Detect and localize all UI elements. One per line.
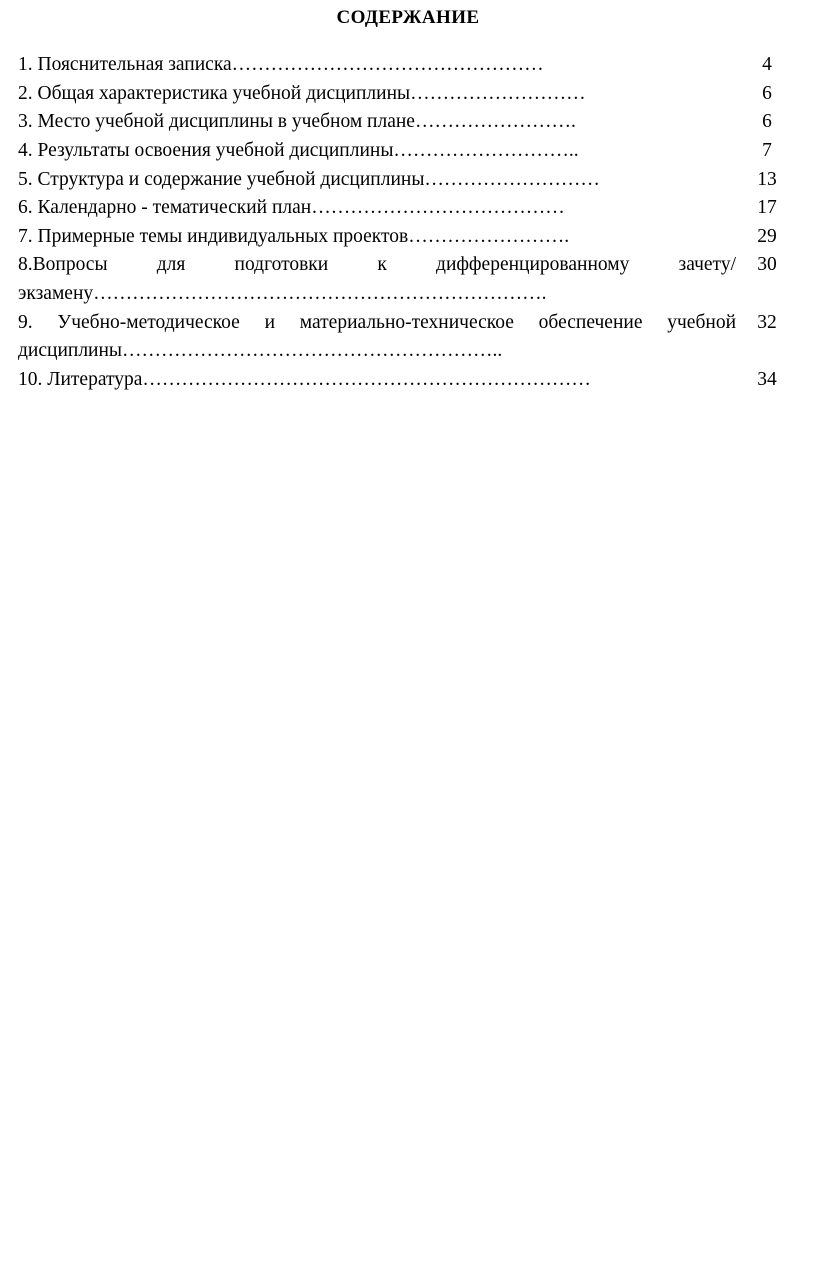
toc-entry-page: 7: [762, 139, 772, 161]
table-of-contents: [18, 51, 798, 395]
toc-entry-page: 32: [757, 311, 777, 333]
toc-entry-page: 6: [762, 82, 772, 104]
toc-entry-page: 6: [762, 111, 772, 133]
toc-entry-page: 4: [762, 53, 772, 75]
toc-entry-text[interactable]: 3. Место учебной дисциплины в учебном плане…………………….: [18, 111, 576, 133]
toc-entry-text[interactable]: 8.Вопросы для подготовки к дифференцированному зачету/экзамену…………………………………………………………….: [18, 254, 736, 305]
toc-row: [18, 137, 798, 166]
toc-row: [18, 366, 798, 395]
toc-entry-page: 29: [757, 225, 777, 247]
toc-entry-text[interactable]: 6. Календарно - тематический план…………………………………: [18, 197, 565, 219]
toc-row: [18, 194, 798, 223]
toc-entry-text[interactable]: 1. Пояснительная записка…………………………………………: [18, 53, 544, 75]
toc-entry-text[interactable]: 2. Общая характеристика учебной дисциплины………………………: [18, 82, 586, 104]
toc-entry-text[interactable]: 5. Структура и содержание учебной дисциплины………………………: [18, 168, 600, 190]
toc-entry-text[interactable]: 4. Результаты освоения учебной дисциплины………………………..: [18, 139, 579, 161]
toc-row: [18, 166, 798, 195]
toc-row: [18, 309, 798, 366]
toc-entry-page: 30: [757, 254, 777, 276]
toc-entry-page: 34: [757, 369, 777, 391]
toc-entry-text[interactable]: 10. Литература……………………………………………………………: [18, 369, 591, 391]
toc-row: [18, 223, 798, 252]
toc-entry-text[interactable]: 7. Примерные темы индивидуальных проектов…………………….: [18, 225, 570, 247]
toc-row: [18, 251, 798, 308]
toc-row: [18, 51, 798, 80]
toc-entry-page: 13: [757, 168, 777, 190]
toc-entry-page: 17: [757, 197, 777, 219]
toc-row: [18, 80, 798, 109]
toc-row: [18, 108, 798, 137]
toc-entry-text[interactable]: 9. Учебно-методическое и материально-техническое обеспечение учебной дисциплины…………………………………………………..: [18, 311, 736, 362]
toc-body: [18, 51, 798, 395]
page-title: СОДЕРЖАНИЕ: [336, 7, 480, 28]
